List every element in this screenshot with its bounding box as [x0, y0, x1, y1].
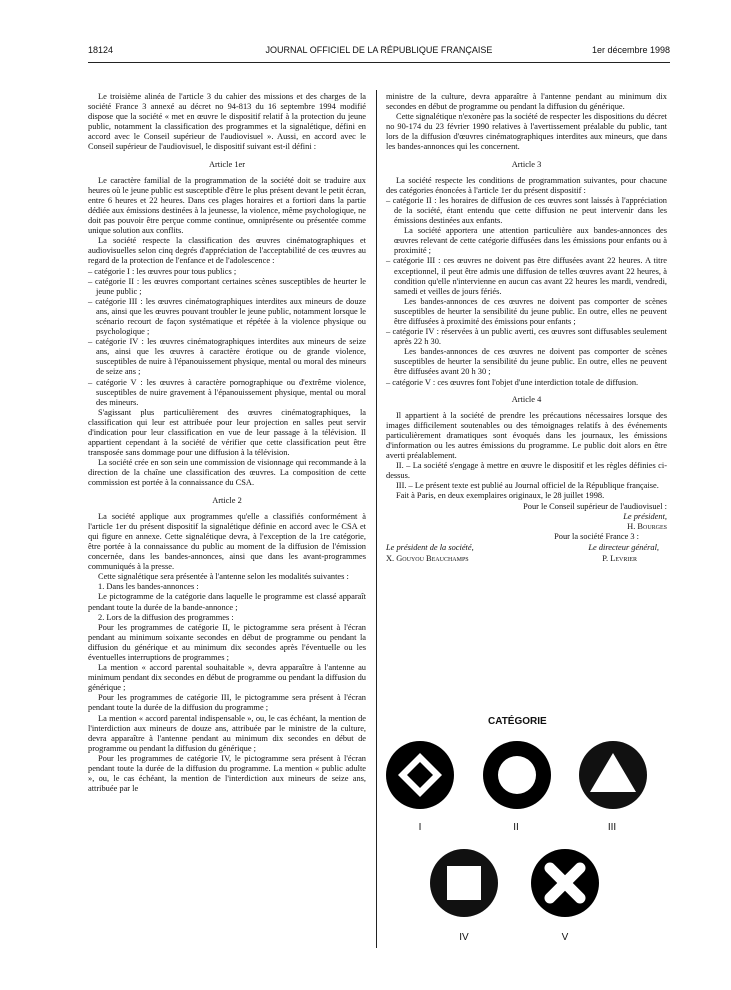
signature-row — [386, 554, 667, 564]
annex-title: CATÉGORIE — [488, 716, 547, 727]
category-label: V — [561, 932, 569, 943]
journal-title: JOURNAL OFFICIEL DE LA RÉPUBLIQUE FRANÇAISE — [265, 45, 493, 55]
paragraph: Cette signalétique sera présentée à l'antenne selon les modalités suivantes : — [98, 572, 349, 582]
paragraph: La société respecte les conditions de programmation suivantes, pour chacune des catégories énoncées à l'article 1er du présent dispositif : — [386, 175, 667, 195]
signatory-role: Le président, — [623, 511, 667, 521]
category-label: IV — [459, 932, 469, 943]
square-in-circle-icon — [429, 848, 499, 918]
paragraph: II. – La société s'engage à mettre en œuvre le dispositif et les règles définies ci-dessus. — [386, 461, 667, 481]
signatory-heading: Pour le Conseil supérieur de l'audiovisuel : — [523, 501, 667, 511]
page-number: 18124 — [88, 45, 114, 55]
signatory-role: Le président de la société, — [386, 542, 474, 552]
paragraph: Les bandes-annonces de ces œuvres ne doivent pas comporter de scènes susceptibles de heurter la sensibilité du jeune public. En outre, elles ne peuvent être diffusées à proximité des émissions pour enfants ; — [394, 296, 667, 326]
category-item: – catégorie IV : les œuvres cinématographiques interdites aux mineurs de seize ans, ainsi que les œuvres à caractère érotique ou de grande violence, susceptibles de nuire à l'épanouissement physique, mental ou moral des mineurs de seize ans ; — [88, 337, 366, 377]
triangle-in-circle-icon — [578, 740, 648, 810]
column-divider — [376, 90, 377, 948]
issue-date: 1er décembre 1998 — [591, 45, 670, 55]
article-2-heading: Article 2 — [212, 495, 242, 505]
article-3-heading: Article 3 — [511, 159, 542, 169]
category-item: – catégorie III : les œuvres cinématographiques interdites aux mineurs de douze ans, ainsi que les œuvres pouvant troubler le jeune public, notamment lorsque le scénario recourt de façon systématique et répétée à la violence physique ou psychologique ; — [88, 296, 366, 337]
paragraph: La société apportera une attention particulière aux bandes-annonces des œuvres relevant de cette catégorie diffusées dans les émissions pour enfants ou à proximité ; — [394, 226, 667, 256]
paragraph: III. – Le présent texte est publié au Journal officiel de la République française. — [396, 481, 659, 491]
category-item: – catégorie II : les horaires de diffusion de ces œuvres sont laissés à l'appréciation de la société, étant entendu que cette diffusion ne peut intervenir dans les émissions destinées aux enfants. — [386, 195, 667, 226]
paragraph: La société applique aux programmes qu'elle a classifiés conformément à l'article 1er du présent dispositif la signalétique définie en accord avec le CSA et qui figure en annexe. Cette signalétique devra, à l'exception de la 1re catégorie, être portée à la connaissance du public au moment de la diffusion de l'émission concernée, dans les bandes-annonces, ainsi que dans les avant-programmes communiqués à la presse. — [88, 511, 366, 572]
paragraph: ministre de la culture, devra apparaître à l'antenne pendant au minimum dix secondes en début de programme ou pendant la diffusion du générique. — [386, 92, 667, 112]
article-4-heading: Article 4 — [511, 394, 542, 404]
right-column — [386, 92, 667, 564]
paragraph: Pour les programmes de catégorie IV, le pictogramme sera présent à l'écran pendant toute la durée de la diffusion du programme. La mention « public adulte », ou, le cas échéant, la mention de l'interdiction aux mineurs de seize ans, attribuée par le — [88, 753, 366, 794]
diamond-in-circle-icon — [385, 740, 455, 810]
paragraph: Le caractère familial de la programmation de la société doit se traduire aux heures où le jeune public est susceptible d'être le plus présent devant le petit écran, entre 6 heures et 22 heures. Dans ces plages horaires et a fortiori dans la partie dédiée aux émissions destinées à la jeunesse, la violence, même psychologique, ne doit pas pouvoir être perçue comme continue, omniprésente ou présentée comme unique solution aux conflits. — [88, 175, 366, 236]
subheading: 2. Lors de la diffusion des programmes : — [98, 612, 234, 622]
signatory-name: H. Bourges — [627, 521, 667, 531]
paragraph: La société crée en son sein une commission de visionnage qui recommande à la direction de la chaîne une classification des œuvres. La composition de cette commission est portée à la connaissance du CSA. — [88, 458, 366, 488]
category-item: – catégorie IV : réservées à un public averti, ces œuvres sont diffusables seulement après 22 h 30. — [386, 327, 667, 347]
paragraph: Pour les programmes de catégorie III, le pictogramme sera présent à l'écran pendant toute la durée de la diffusion du programme ; — [88, 693, 366, 713]
subheading: 1. Dans les bandes-annonces : — [98, 582, 199, 592]
category-item: – catégorie V : les œuvres à caractère pornographique ou d'extrême violence, susceptibles de nuire gravement à l'épanouissement physique, mental ou moral des mineurs. — [88, 377, 366, 407]
cross-in-circle-icon — [530, 848, 600, 918]
paragraph: La mention « accord parental souhaitable », devra apparaître à l'antenne au minimum pendant dix secondes en début de programme ou pendant la diffusion du générique ; — [88, 663, 366, 693]
signatory-heading: Pour la société France 3 : — [554, 531, 639, 541]
category-item: – catégorie I : les œuvres pour tous publics ; — [88, 266, 237, 276]
category-label: III — [607, 822, 617, 833]
intro-paragraph: Le troisième alinéa de l'article 3 du cahier des missions et des charges de la société France 3 annexé au décret no 94-813 du 16 septembre 1994 modifié dispose que la société « met en œuvre le dispositif relatif à la protection du jeune public, notamment la classification des programmes et la signalétique, défini en accord avec le Conseil supérieur de l'audiovisuel ». Aussi, en accord avec le Conseil supérieur de l'audiovisuel, le dispositif suivant est-il défini : — [88, 92, 366, 152]
category-label: II — [513, 822, 519, 833]
category-item: – catégorie II : les œuvres comportant certaines scènes susceptibles de heurter le jeune public ; — [88, 276, 366, 296]
signature-date: Fait à Paris, en deux exemplaires originaux, le 28 juillet 1998. — [396, 491, 605, 501]
category-label: I — [418, 822, 422, 833]
signatory-name: X. Gouyou Beauchamps — [386, 553, 469, 563]
paragraph: Le pictogramme de la catégorie dans laquelle le programme est classé apparaît pendant toute la durée de la bande-annonce ; — [88, 592, 366, 612]
article-1-heading: Article 1er — [208, 159, 246, 169]
left-column — [88, 92, 366, 794]
page-header — [88, 45, 670, 59]
paragraph: Il appartient à la société de prendre les précautions nécessaires lorsque des images difficilement soutenables ou des témoignages relatifs à des événements particulièrement dramatiques sont évoqués dans les journaux, les émissions d'information ou les autres émissions du programme. Le public doit alors en être averti préalablement. — [386, 410, 667, 461]
header-rule — [88, 62, 670, 63]
signature-row — [386, 543, 667, 553]
category-item: – catégorie III : ces œuvres ne doivent pas être diffusées avant 22 heures. A titre exceptionnel, il peut être admis une diffusion de telles œuvres avant 22 heures, à condition qu'elle n'intervienne en aucun cas avant 22 heures les mardi, vendredi, samedi et veilles de jours fériés. — [386, 256, 667, 296]
paragraph: Pour les programmes de catégorie II, le pictogramme sera présent à l'écran pendant au minimum soixante secondes en début de programme ou pendant la diffusion du générique et au minimum dix secondes après l'éventuelle ou les éventuelles interruptions de programmes ; — [88, 622, 366, 662]
paragraph: S'agissant plus particulièrement des œuvres cinématographiques, la classification qui leur est attribuée pour leur projection en salles peut servir d'indication pour leur classification en vue de leur passage à la télévision. Il appartient cependant à la société de vérifier que cette classification peut être transposée sans dommage pour une diffusion à la télévision. — [88, 407, 366, 458]
category-item: – catégorie V : ces œuvres font l'objet d'une interdiction totale de diffusion. — [386, 377, 639, 387]
ring-icon — [482, 740, 552, 810]
paragraph: La mention « accord parental indispensable », ou, le cas échéant, la mention de l'interdiction aux mineurs de douze ans, attribuée par le ministre de la culture, devra apparaître à l'antenne pendant au minimum dix secondes en début de programme ou pendant la diffusion du générique ; — [88, 713, 366, 753]
paragraph: Cette signalétique n'exonère pas la société de respecter les dispositions du décret no 90-174 du 23 février 1990 relatives à l'avertissement préalable du public, tant lors de la diffusion d'œuvres cinématographiques interdites aux mineurs, que dans les bandes-annonces qui les concernent. — [386, 112, 667, 152]
paragraph: La société respecte la classification des œuvres cinématographiques et audiovisuelles selon cinq degrés d'appréciation de l'acceptabilité de ces œuvres au regard de la protection de l'enfance et de l'adolescence : — [88, 236, 366, 266]
signatory-name: P. Levrier — [602, 553, 637, 563]
signatory-role: Le directeur général, — [588, 542, 659, 552]
paragraph: Les bandes-annonces de ces œuvres ne doivent pas comporter de scènes susceptibles de heurter la sensibilité du jeune public. En outre, elles ne peuvent être diffusées avant 20 h 30 ; — [394, 347, 667, 377]
